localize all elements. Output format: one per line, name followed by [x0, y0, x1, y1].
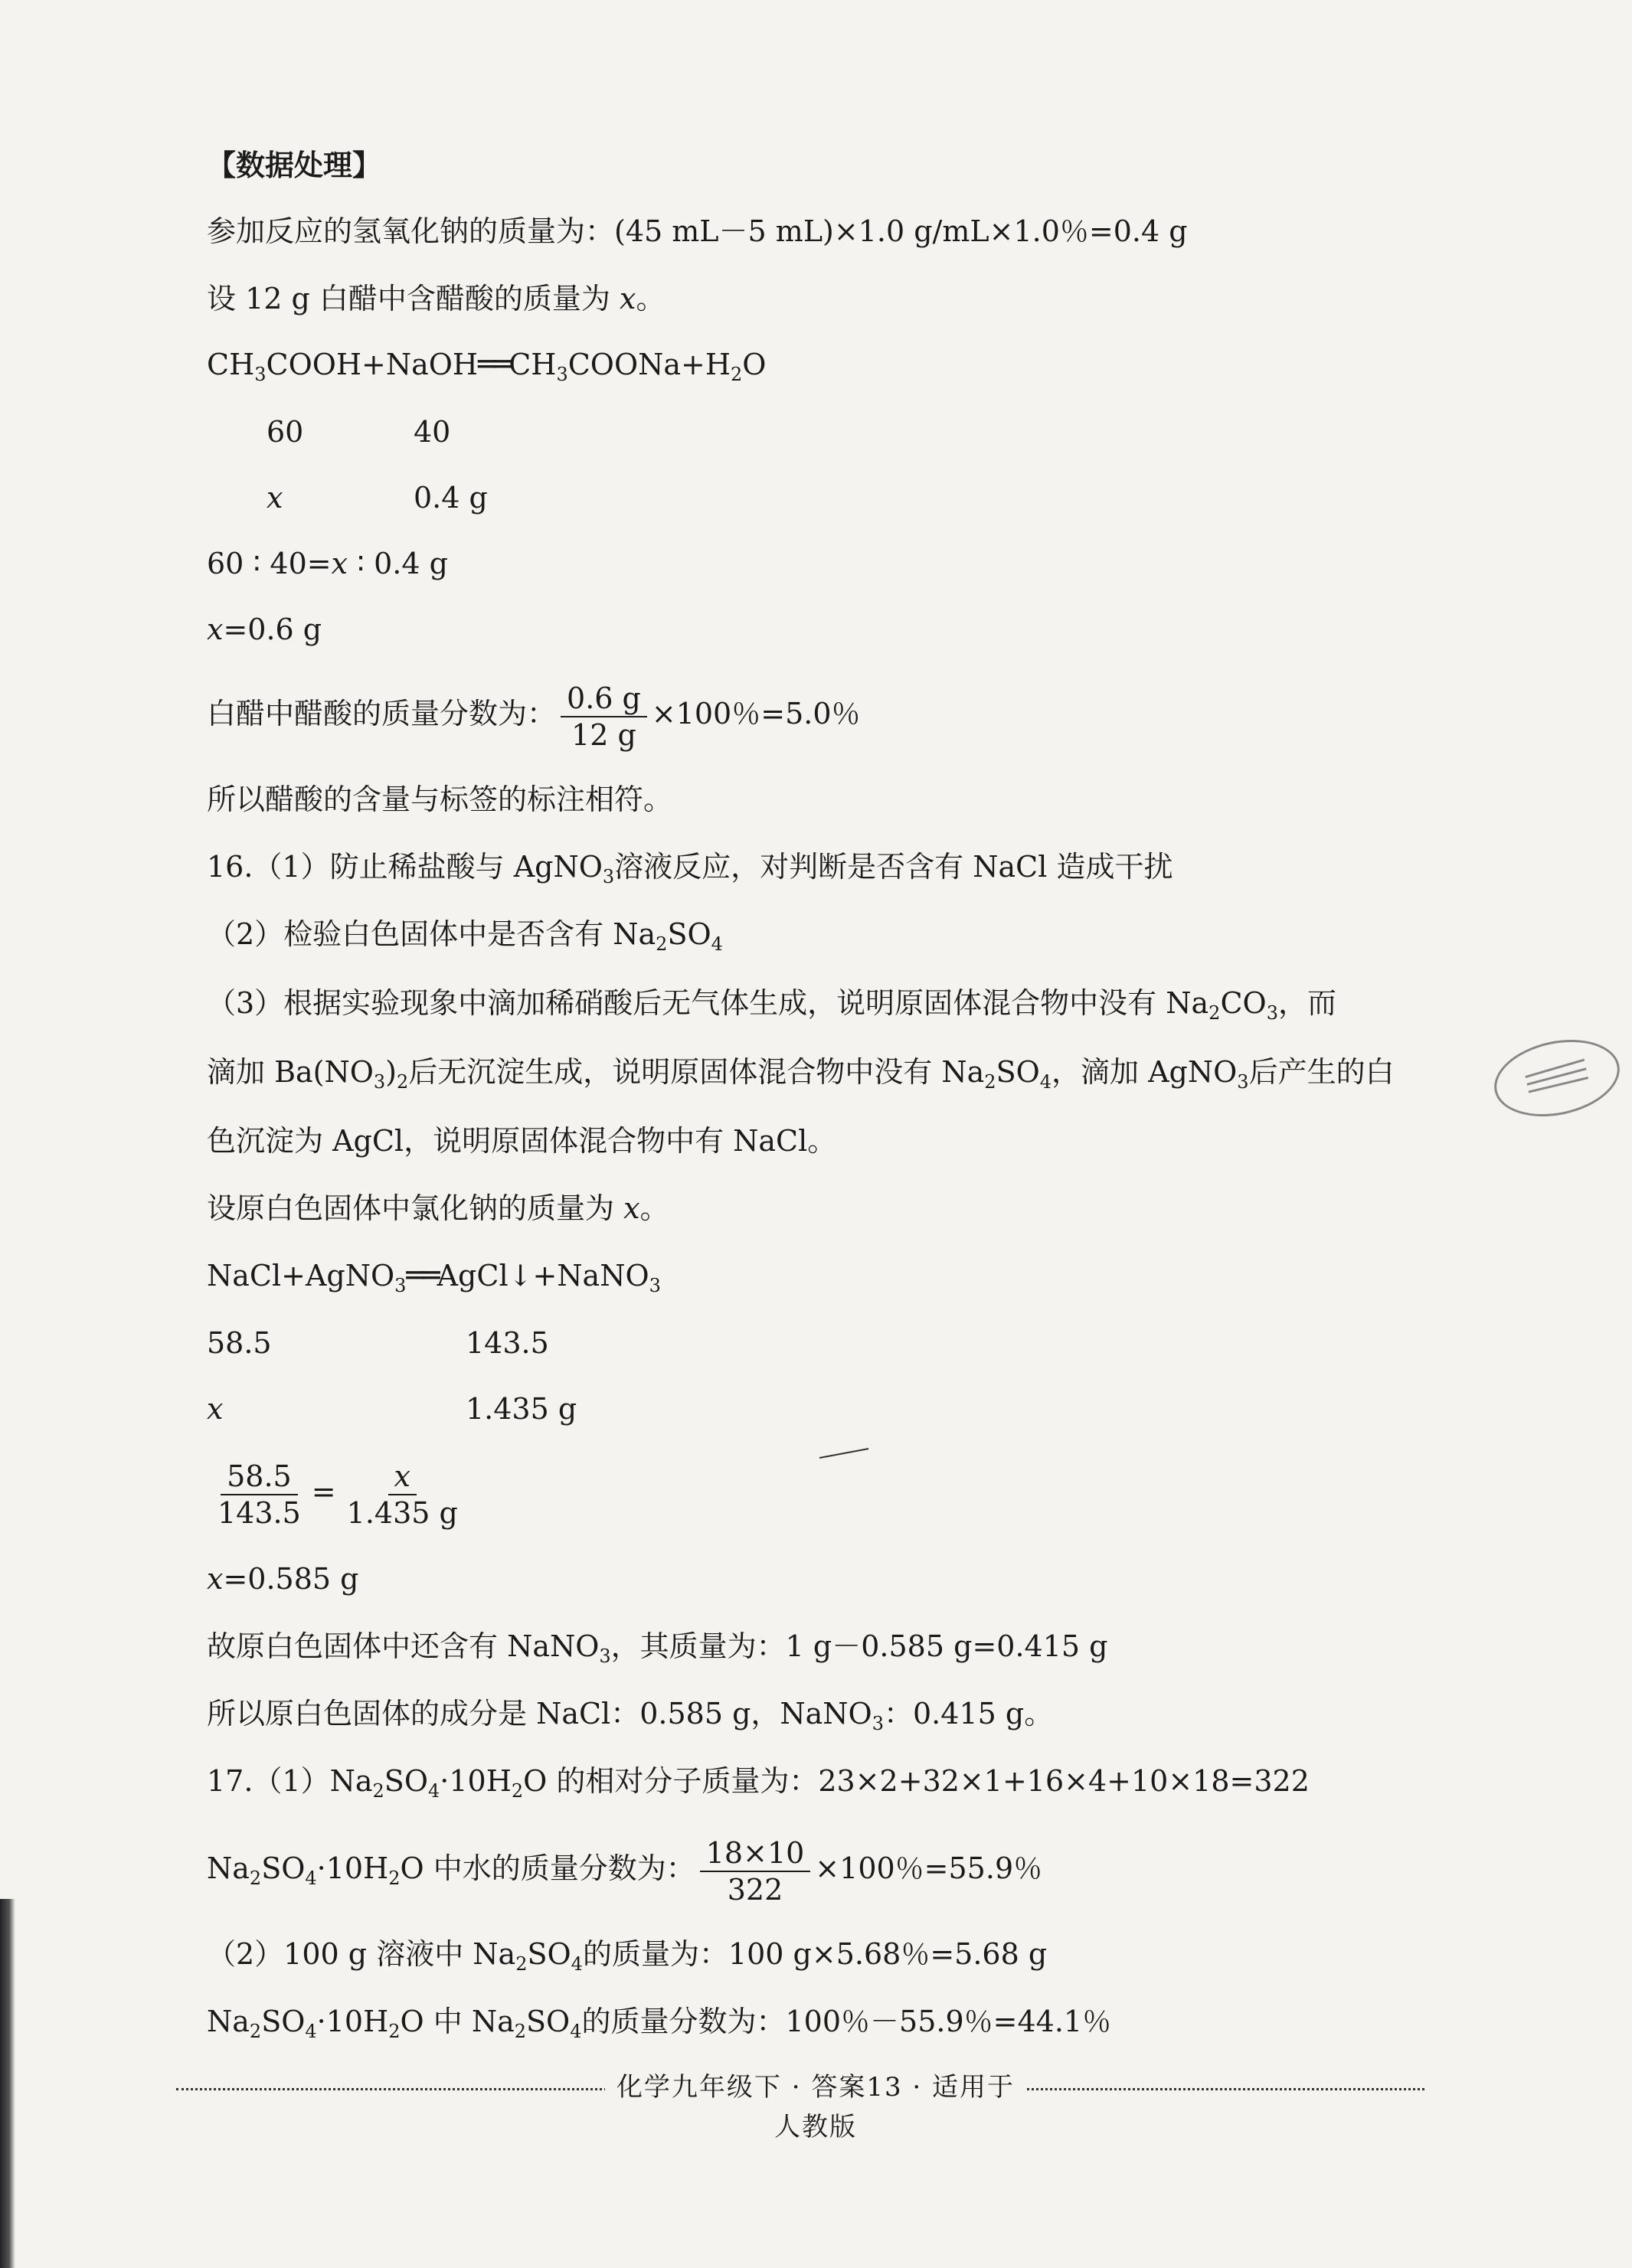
stray-pen-mark [818, 1446, 872, 1461]
molar-mass-row-2b: 143.5 [466, 1326, 549, 1360]
q16-part3-line2 [207, 1052, 1395, 1092]
text: O 的相对分子质量为：23×2+32×1+16×4+10×18=322 [523, 1764, 1310, 1798]
text: 16.（1）防止稀盐酸与 AgNO [207, 850, 603, 884]
sub: 4 [1039, 1071, 1052, 1093]
pct-result: ×100％=5.0％ [651, 697, 861, 730]
text: ，滴加 AgNO [1051, 1055, 1238, 1089]
text: 溶液反应，对判断是否含有 NaCl 造成干扰 [614, 850, 1173, 884]
text: （2）100 g 溶液中 Na [207, 1937, 516, 1971]
text: ：0.415 g。 [884, 1697, 1054, 1730]
assumption-text: 设 12 g 白醋中含醋酸的质量为 [207, 282, 620, 315]
molar-mass-row-1b: 40 [414, 415, 451, 449]
text: 。 [639, 1191, 669, 1225]
sub: 4 [427, 1780, 440, 1802]
fraction-denominator: 322 [727, 1872, 783, 1907]
text: ·10H [316, 2005, 389, 2038]
sub: 2 [514, 2021, 527, 2042]
q16-part3-line3: 色沉淀为 AgCl，说明原固体混合物中有 NaCl。 [207, 1124, 837, 1158]
text: ，而 [1277, 986, 1336, 1020]
assumption-line-2 [207, 1188, 669, 1228]
conclusion-1: 所以醋酸的含量与标签的标注相符。 [207, 783, 673, 816]
sub: 2 [388, 2021, 401, 2042]
text: SO [996, 1055, 1040, 1089]
unknown-row-1: x [267, 481, 283, 515]
sub: 2 [397, 1071, 409, 1093]
sub: 2 [372, 1780, 384, 1802]
text: SO [667, 917, 711, 951]
text: O 中水的质量分数为： [400, 1851, 695, 1885]
variable-x: x [620, 282, 636, 315]
q16-part1 [207, 847, 1172, 887]
molar-mass-row-2: 58.5 [207, 1326, 272, 1360]
variable-x: x [331, 547, 348, 580]
eq-part: NaCl+AgNO [207, 1259, 395, 1292]
eq-sub: 2 [731, 364, 743, 385]
ratio-line-2 [207, 1455, 469, 1531]
eq-sub: 3 [649, 1275, 661, 1296]
result-line-2 [207, 1559, 358, 1599]
text: 的质量为：100 g×5.68％=5.68 g [582, 1937, 1048, 1971]
text: ) [385, 1055, 397, 1089]
eq-part: COOH+NaOH [266, 348, 479, 381]
q16-part3-line1 [207, 983, 1336, 1023]
text: 所以原白色固体的成分是 NaCl：0.585 g，NaNO [207, 1697, 872, 1730]
sub: 2 [1208, 1002, 1221, 1024]
sub: 2 [984, 1071, 996, 1093]
text: ·10H [440, 1764, 512, 1798]
fraction-denominator: 1.435 g [346, 1495, 458, 1530]
text: SO [526, 2005, 571, 2038]
sub: 3 [1266, 1002, 1278, 1024]
text: O 中 Na [400, 2005, 515, 2038]
q16-part2 [207, 914, 723, 954]
sub: 3 [602, 866, 615, 887]
sub: 2 [515, 1953, 528, 1975]
variable-x: x [623, 1191, 640, 1225]
text: ·10H [316, 1851, 389, 1885]
sub: 3 [599, 1645, 611, 1667]
conclusion-2 [207, 1694, 1053, 1734]
percentage-line [207, 677, 861, 753]
section-heading: 【数据处理】 [207, 148, 382, 182]
unknown-row-1b: 0.4 g [414, 481, 488, 515]
eq-part: O [742, 348, 767, 381]
text: SO [261, 1851, 306, 1885]
molar-mass-row-1: 60 [267, 415, 304, 449]
equals-arrow: ══ [406, 1258, 437, 1293]
naoh-mass-line: 参加反应的氢氧化钠的质量为：(45 mL－5 mL)×1.0 g/mL×1.0％=0.4 g [207, 214, 1188, 248]
text: 后产生的白 [1248, 1055, 1395, 1089]
nano3-mass-line [207, 1626, 1107, 1666]
text: Na [207, 1851, 250, 1885]
fraction-numerator: x [388, 1459, 417, 1495]
text: CO [1220, 986, 1267, 1020]
eq-part: COONa+H [567, 348, 731, 381]
stamp-logo-icon [1487, 1029, 1627, 1127]
equals: = [311, 1475, 336, 1508]
text: ×100％=55.9％ [815, 1851, 1043, 1885]
q17-part3 [207, 2002, 1111, 2041]
text: SO [261, 2005, 306, 2038]
sub: 2 [388, 1868, 401, 1889]
eq-sub: 3 [254, 364, 267, 385]
assumption-line [207, 279, 665, 319]
eq-part: AgCl↓+NaNO [437, 1259, 649, 1292]
sub: 2 [511, 1780, 524, 1802]
text: ，其质量为：1 g－0.585 g=0.415 g [610, 1629, 1108, 1663]
fraction [211, 1459, 307, 1531]
fraction [700, 1835, 811, 1907]
pct-label: 白醋中醋酸的质量分数为： [207, 697, 557, 730]
text: Na [207, 2005, 250, 2038]
stamp-lines-icon [1507, 1046, 1607, 1110]
eq-sub: 3 [394, 1275, 407, 1296]
sub: 4 [305, 2021, 317, 2042]
sub: 4 [711, 933, 723, 955]
text: SO [384, 1764, 428, 1798]
text: 滴加 Ba(NO [207, 1055, 374, 1089]
sub: 2 [656, 933, 668, 955]
fraction-numerator: 0.6 g [561, 681, 647, 717]
text: 的质量分数为：100％－55.9％=44.1％ [581, 2005, 1112, 2038]
sub: 4 [570, 2021, 582, 2042]
q17-water-fraction [207, 1832, 1042, 1907]
fraction-numerator: 18×10 [700, 1835, 811, 1872]
result-value: =0.585 g [223, 1562, 359, 1596]
variable-x: x [207, 1562, 224, 1596]
page-footer: 化学九年级下 · 答案13 · 适用于人教版 [605, 2067, 1026, 2107]
sub: 3 [373, 1071, 386, 1093]
sub: 2 [249, 1868, 262, 1889]
text: （2）检验白色固体中是否含有 Na [207, 917, 656, 951]
fraction-numerator: 58.5 [221, 1459, 298, 1495]
text: SO [527, 1937, 571, 1971]
q17-part1 [207, 1761, 1310, 1801]
result-line-1 [207, 609, 322, 649]
unknown-row-2b: 1.435 g [466, 1392, 577, 1426]
eq-sub: 3 [556, 364, 568, 385]
text: 故原白色固体中还含有 NaNO [207, 1629, 600, 1663]
ratio-part: ∶ 0.4 g [348, 547, 448, 580]
fraction-denominator: 12 g [571, 717, 636, 752]
fraction-denominator: 143.5 [217, 1495, 301, 1530]
equation-nacl [207, 1256, 661, 1296]
fraction [341, 1459, 464, 1531]
variable-x: x [207, 613, 224, 646]
eq-part: CH [509, 348, 557, 381]
eq-part: CH [207, 348, 255, 381]
sub: 3 [1237, 1071, 1249, 1093]
unknown-row-2: x [207, 1392, 224, 1426]
assumption-end: 。 [636, 282, 666, 315]
ratio-line-1 [207, 544, 448, 583]
sub: 4 [571, 1953, 583, 1975]
text: 设原白色固体中氯化钠的质量为 [207, 1191, 624, 1225]
text: （3）根据实验现象中滴加稀硝酸后无气体生成，说明原固体混合物中没有 Na [207, 986, 1209, 1020]
fraction [561, 681, 647, 753]
q17-part2 [207, 1934, 1047, 1974]
equation-acetic [207, 345, 766, 384]
equals-arrow: ══ [478, 347, 509, 382]
scan-edge-shadow [0, 1899, 15, 2268]
text: 17.（1）Na [207, 1764, 373, 1798]
sub: 2 [249, 2021, 262, 2042]
sub: 4 [305, 1868, 317, 1889]
ratio-part: 60 ∶ 40= [207, 547, 332, 580]
sub: 3 [872, 1713, 884, 1734]
result-value: =0.6 g [223, 613, 322, 646]
text: 后无沉淀生成，说明原固体混合物中没有 Na [408, 1055, 985, 1089]
